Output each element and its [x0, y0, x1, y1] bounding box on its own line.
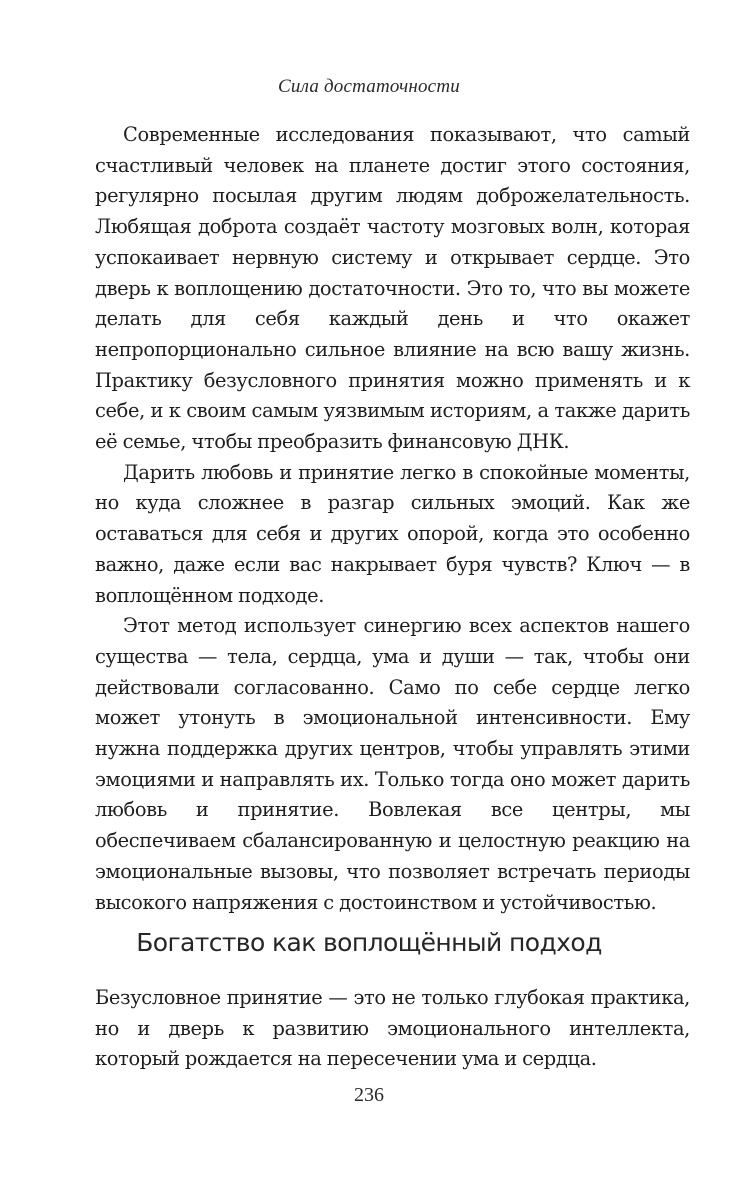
section-lead-paragraph: Безусловное принятие — это не только глубокая практика, но и дверь к развитию эмоционального интеллекта, который рождается на пересечении ума и сердца.	[95, 986, 690, 1071]
body-text	[95, 120, 690, 918]
section-heading: Богатство как воплощённый подход	[136, 928, 602, 957]
paragraph-1: Современные исследования показывают, что саmый счастливый человек на планете достиг этого состояния, регулярно посылая другим людям доброжелательность. Любящая доброта создаёт частоту мозговых волн, которая успокаивает нервную систему и открывает сердце. Это дверь к воплощению достаточности. Это то, что вы можете делать для себя каждый день и что окажет непропорционально сильное влияние на всю вашу жизнь. Практику безусловного принятия можно применять и к себе, и к своим самым уязвимым историям, а также дарить её семье, чтобы преобразить финансовую ДНК.	[95, 123, 690, 454]
paragraph-2: Дарить любовь и принятие легко в спокойные моменты, но куда сложнее в разгар сильных эмоций. Как же оставаться для себя и других опорой, когда это особенно важно, даже если вас накрывает буря чувств? Ключ — в воплощённом подходе.	[95, 460, 690, 607]
paragraph-3: Этот метод использует синергию всех аспектов нашего существа — тела, сердца, ума и души — так, чтобы они действовали согласованно. Само по себе сердце легко может утонуть в эмоциональной интенсивности. Ему нужна поддержка других центров, чтобы управлять этими эмоциями и направлять их. Только тогда оно может дарить любовь и принятие. Вовлекая все центры, мы обеспечиваем сбалансированную и целостную реакцию на эмоциональные вызовы, что позволяет встречать периоды высокого напряжения с достоинством и устойчивостью.	[95, 614, 690, 914]
page-number: 236	[354, 1084, 384, 1106]
running-head: Сила достаточности	[278, 76, 460, 97]
